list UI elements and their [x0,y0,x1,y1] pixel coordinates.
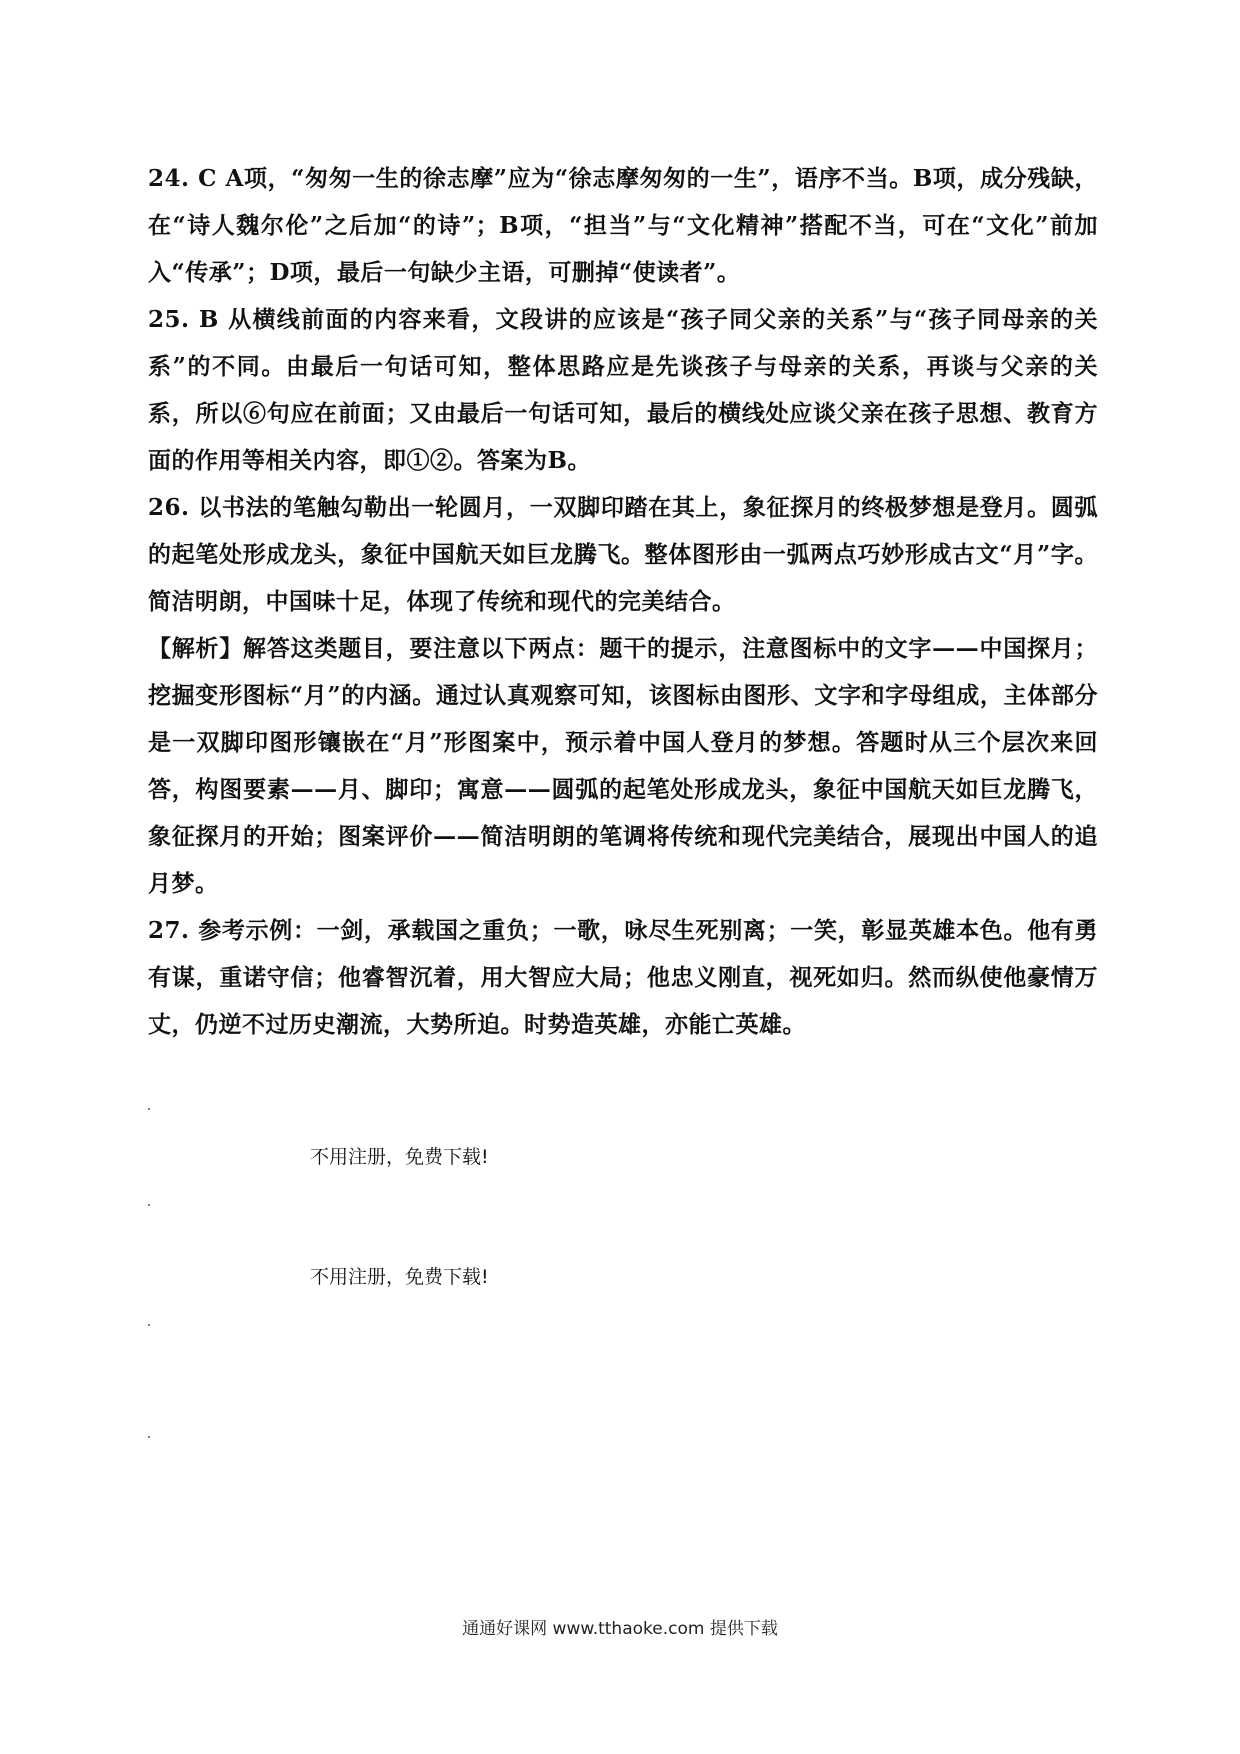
margin-mark [148,1324,150,1326]
answer-25: 25. B 从横线前面的内容来看，文段讲的应该是“孩子同父亲的关系”与“孩子同母亲的关系”的不同。由最后一句话可知，整体思路应是先谈孩子与母亲的关系，再谈与父亲的关系，所以⑥句应在前面；又由最后一句话可知，最后的横线处应谈父亲在孩子思想、教育方面的作用等相关内容，即①②。答案为B。 [148,306,1098,474]
margin-mark [148,1436,150,1438]
answer-24: 24. C A项，“匆匆一生的徐志摩”应为“徐志摩匆匆的一生”，语序不当。B项，成分残缺，在“诗人魏尔伦”之后加“的诗”；B项，“担当”与“文化精神”搭配不当，可在“文化”前加入“传承”；D项，最后一句缺少主语，可删掉“使读者”。 [148,165,1098,286]
page-footer: 通通好课网 www.tthaoke.com 提供下载 [462,1619,778,1639]
answer-section [148,155,1098,1048]
margin-mark [148,1204,150,1206]
promo-text: 不用注册，免费下载! [310,1146,489,1168]
margin-mark [148,1108,150,1110]
answer-27: 27. 参考示例：一剑，承载国之重负；一歌，咏尽生死别离；一笑，彰显英雄本色。他有勇有谋，重诺守信；他睿智沉着，用大智应大局；他忠义刚直，视死如归。然而纵使他豪情万丈，仍逆不过历史潮流，大势所迫。时势造英雄，亦能亡英雄。 [148,917,1098,1038]
answer-26-analysis: 【解析】解答这类题目，要注意以下两点：题干的提示，注意图标中的文字——中国探月；挖掘变形图标“月”的内涵。通过认真观察可知，该图标由图形、文字和字母组成，主体部分是一双脚印图形镶嵌在“月”形图案中，预示着中国人登月的梦想。答题时从三个层次来回答，构图要素——月、脚印；寓意——圆弧的起笔处形成龙头，象征中国航天如巨龙腾飞，象征探月的开始；图案评价——简洁明朗的笔调将传统和现代完美结合，展现出中国人的追月梦。 [148,635,1098,897]
promo-text: 不用注册，免费下载! [310,1266,489,1288]
answer-26: 26. 以书法的笔触勾勒出一轮圆月，一双脚印踏在其上，象征探月的终极梦想是登月。圆弧的起笔处形成龙头，象征中国航天如巨龙腾飞。整体图形由一弧两点巧妙形成古文“月”字。简洁明朗，中国味十足，体现了传统和现代的完美结合。 [148,494,1098,615]
